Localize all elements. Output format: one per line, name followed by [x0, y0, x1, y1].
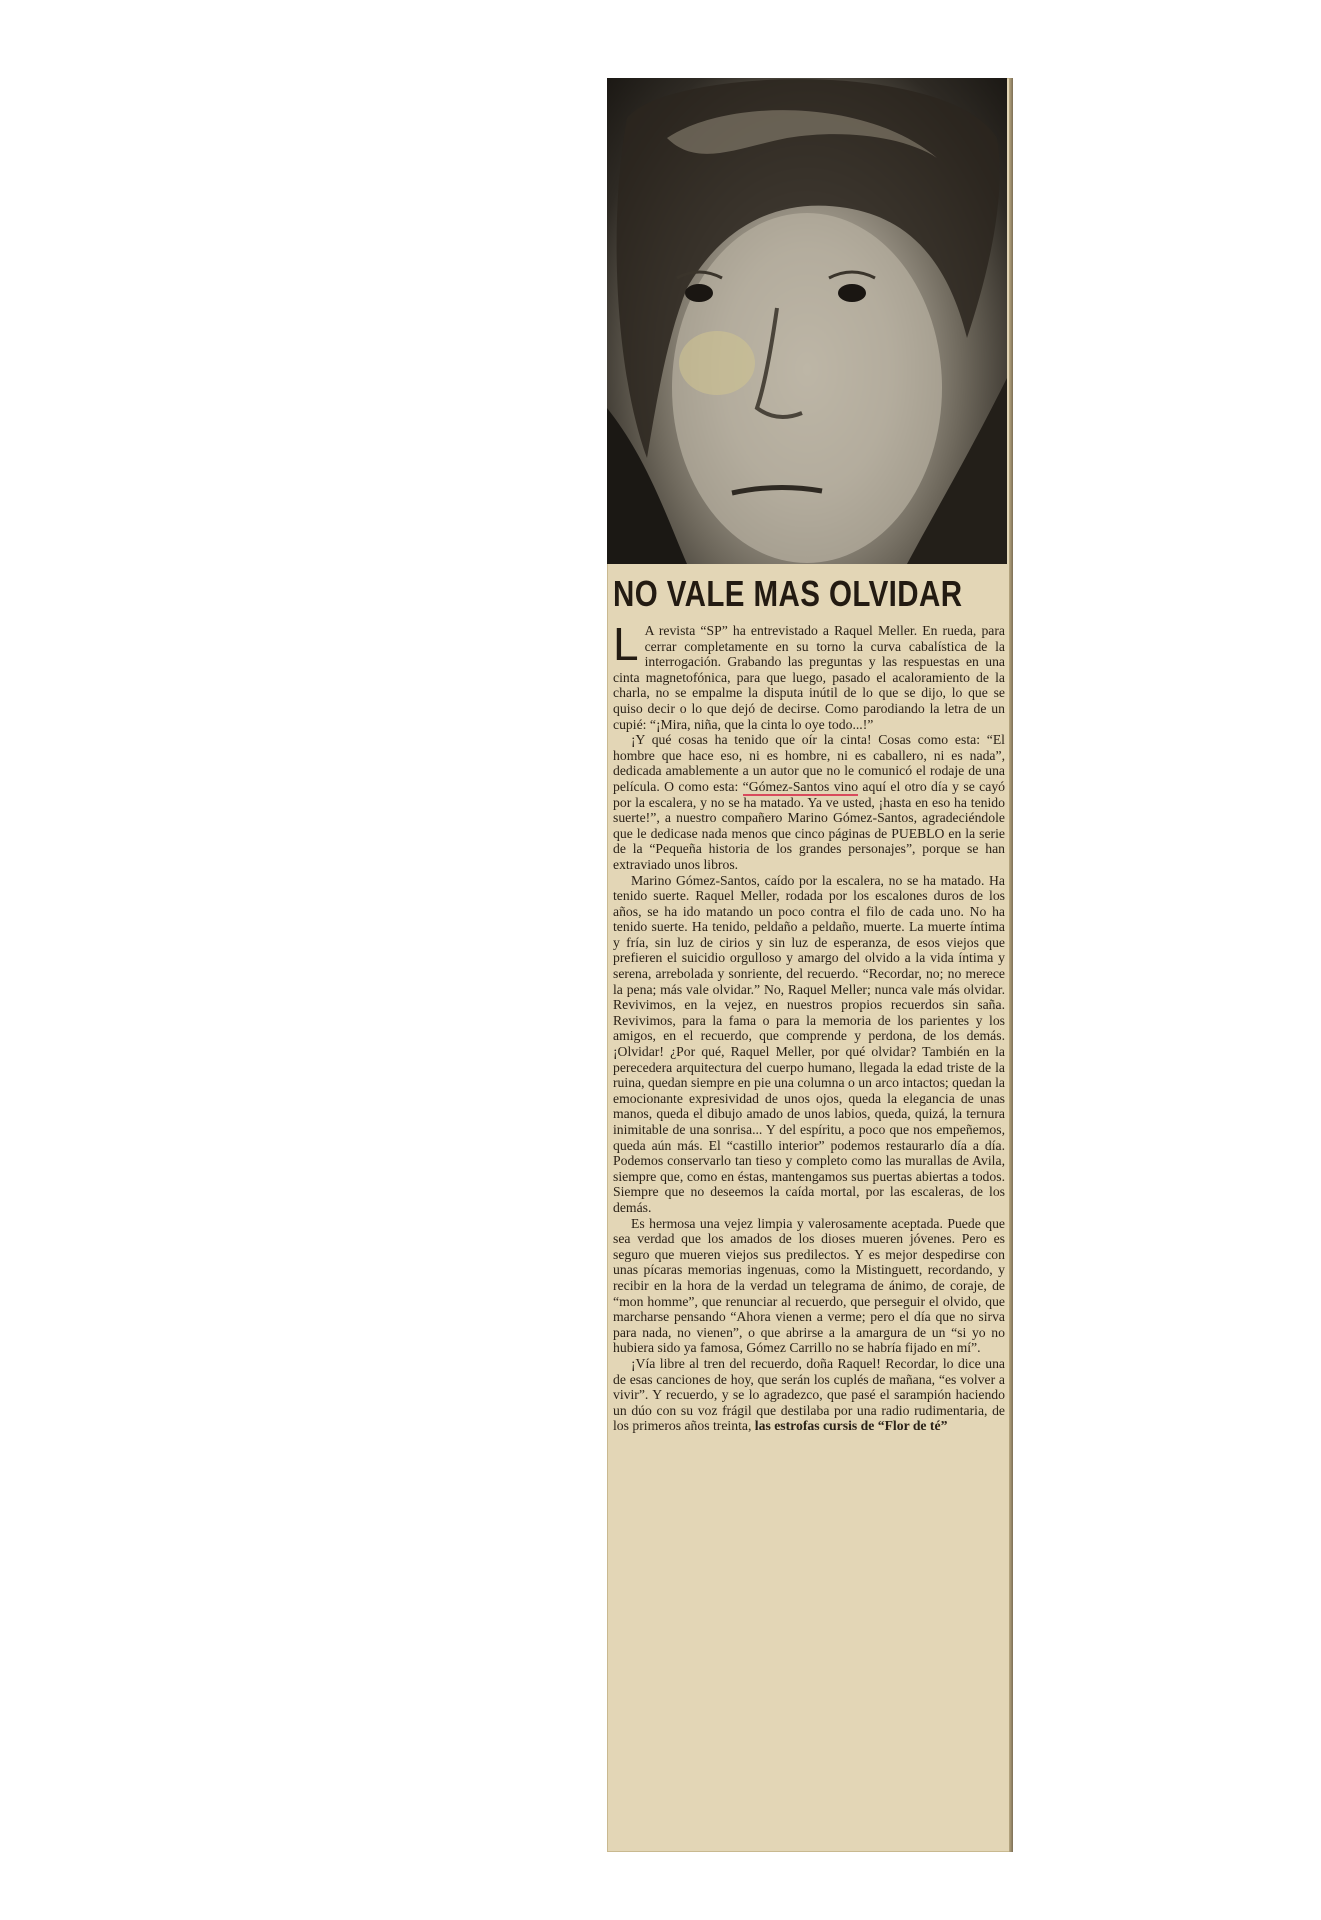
newspaper-clipping [607, 78, 1013, 1852]
dropcap: L [613, 618, 639, 670]
clipping-edge [1009, 78, 1013, 1852]
paragraph-5 [613, 1356, 1005, 1434]
paragraph-5-text: ¡Vía libre al tren del recuerdo, doña Raquel! Recordar, lo dice una de esas canciones de hoy, que serán los cuplés de mañana, “es volver a vivir”. Y recuerdo, y se lo agradezco, que pasé el sarampión haciendo un dúo con su voz frágil que destilaba por una radio rudimentaria, de los primeros años treinta, [613, 1355, 1005, 1434]
paragraph-1-text: A revista “SP” ha entrevistado a Raquel Meller. En rueda, para cerrar completamente en su torno la curva cabalística de la interrogación. Grabando las preguntas y las respuestas en una cinta magnetofónica, para que luego, pasado el acaloramiento de la charla, no se empalme la disputa inútil de lo que se dijo, lo que se quiso decir o lo que dejó de decirse. Como parodiando la letra de un cupié: “¡Mira, niña, que la cinta lo oye todo...!” [613, 623, 1005, 732]
underlined-quote: “Gómez-Santos vino [742, 778, 859, 794]
paragraph-2 [613, 732, 1005, 872]
headline: NO VALE MAS OLVIDAR [613, 573, 963, 614]
paragraph-2-text: ¡Y qué cosas ha tenido que oír la cinta! Cosas como esta: “El hombre que hace eso, ni es hombre, ni es caballero, ni es nada”, dedicada amablemente a un autor que no le comunicó el rodaje de una película. O como esta: [613, 732, 1005, 794]
portrait-photo [607, 78, 1007, 564]
paragraph-1 [613, 618, 1005, 732]
paragraph-2-text-cont: aquí el otro día y se cayó por la escalera, y no se ha matado. Ya ve usted, ¡hasta en eso ha tenido suerte!”, a nuestro compañero Marino Gómez-Santos, agradeciéndole que le dedicase nada menos que cinco páginas de PUEBLO en la serie de la “Pequeña historia de los grandes personajes”, porque se han extraviado unos libros. [613, 778, 1006, 872]
article-body [613, 618, 1006, 1434]
portrait-illustration [607, 78, 1007, 564]
paragraph-4: Es hermosa una vejez limpia y valerosamente aceptada. Puede que sea verdad que los amados de los dioses mueren jóvenes. Pero es seguro que mueren viejos sus predilectos. Y es mejor despedirse con unas pícaras memorias ingenuas, como la Mistinguett, recordando, y recibir en la hora de la verdad un telegrama de ánimo, de coraje, de “mon homme”, que renunciar al recuerdo, que perseguir el olvido, que marcharse pensando “Ahora vienen a verme; pero el día que no sirva para nada, no vienen”, o que abrirse a la amargura de un “si yo no hubiera sido ya famosa, Gómez Carrillo no se habría fijado en mí”. [613, 1215, 1005, 1356]
paragraph-3: Marino Gómez-Santos, caído por la escalera, no se ha matado. Ha tenido suerte. Raquel Meller, rodada por los escalones duros de los años, se ha ido matando un poco contra el filo de cada uno. No ha tenido suerte. Ha tenido, peldaño a peldaño, muerte. La muerte íntima y fría, sin luz de cirios y sin luz de esperanza, de esos viejos que prefieren el suicidio orgulloso y amargo del olvido a la vida íntima y serena, arrebolada y sonriente, del recuerdo. “Recordar, no; no merece la pena; más vale olvidar.” No, Raquel Meller; nunca vale más olvidar. Revivimos, en la vejez, en nuestros propios recuerdos sin saña. Revivimos, para la fama o para la memoria de los parientes y los amigos, en el recuerdo, que comprende y perdona, de los demás. ¡Olvidar! ¿Por qué, Raquel Meller, por qué olvidar? También en la perecedera arquitectura del cuerpo humano, llegada la edad triste de la ruina, quedan siempre en pie una columna o un arco intactos; quedan la emocionante expresividad de unos ojos, queda la elegancia de unas manos, queda el dibujo amado de unos labios, queda, quizá, la ternura inimitable de una sonrisa... Y del espíritu, a poco que nos empeñemos, queda aún más. El “castillo interior” podemos restaurarlo día a día. Podemos conservarlo tan tieso y completo como las murallas de Avila, siempre que, como en éstas, mantengamos sus puertas abiertas a todos. Siempre que no deseemos la caída mortal, por las escaleras, de los demás. [613, 872, 1005, 1215]
paragraph-5-end: las estrofas cursis de “Flor de té” [754, 1418, 948, 1434]
